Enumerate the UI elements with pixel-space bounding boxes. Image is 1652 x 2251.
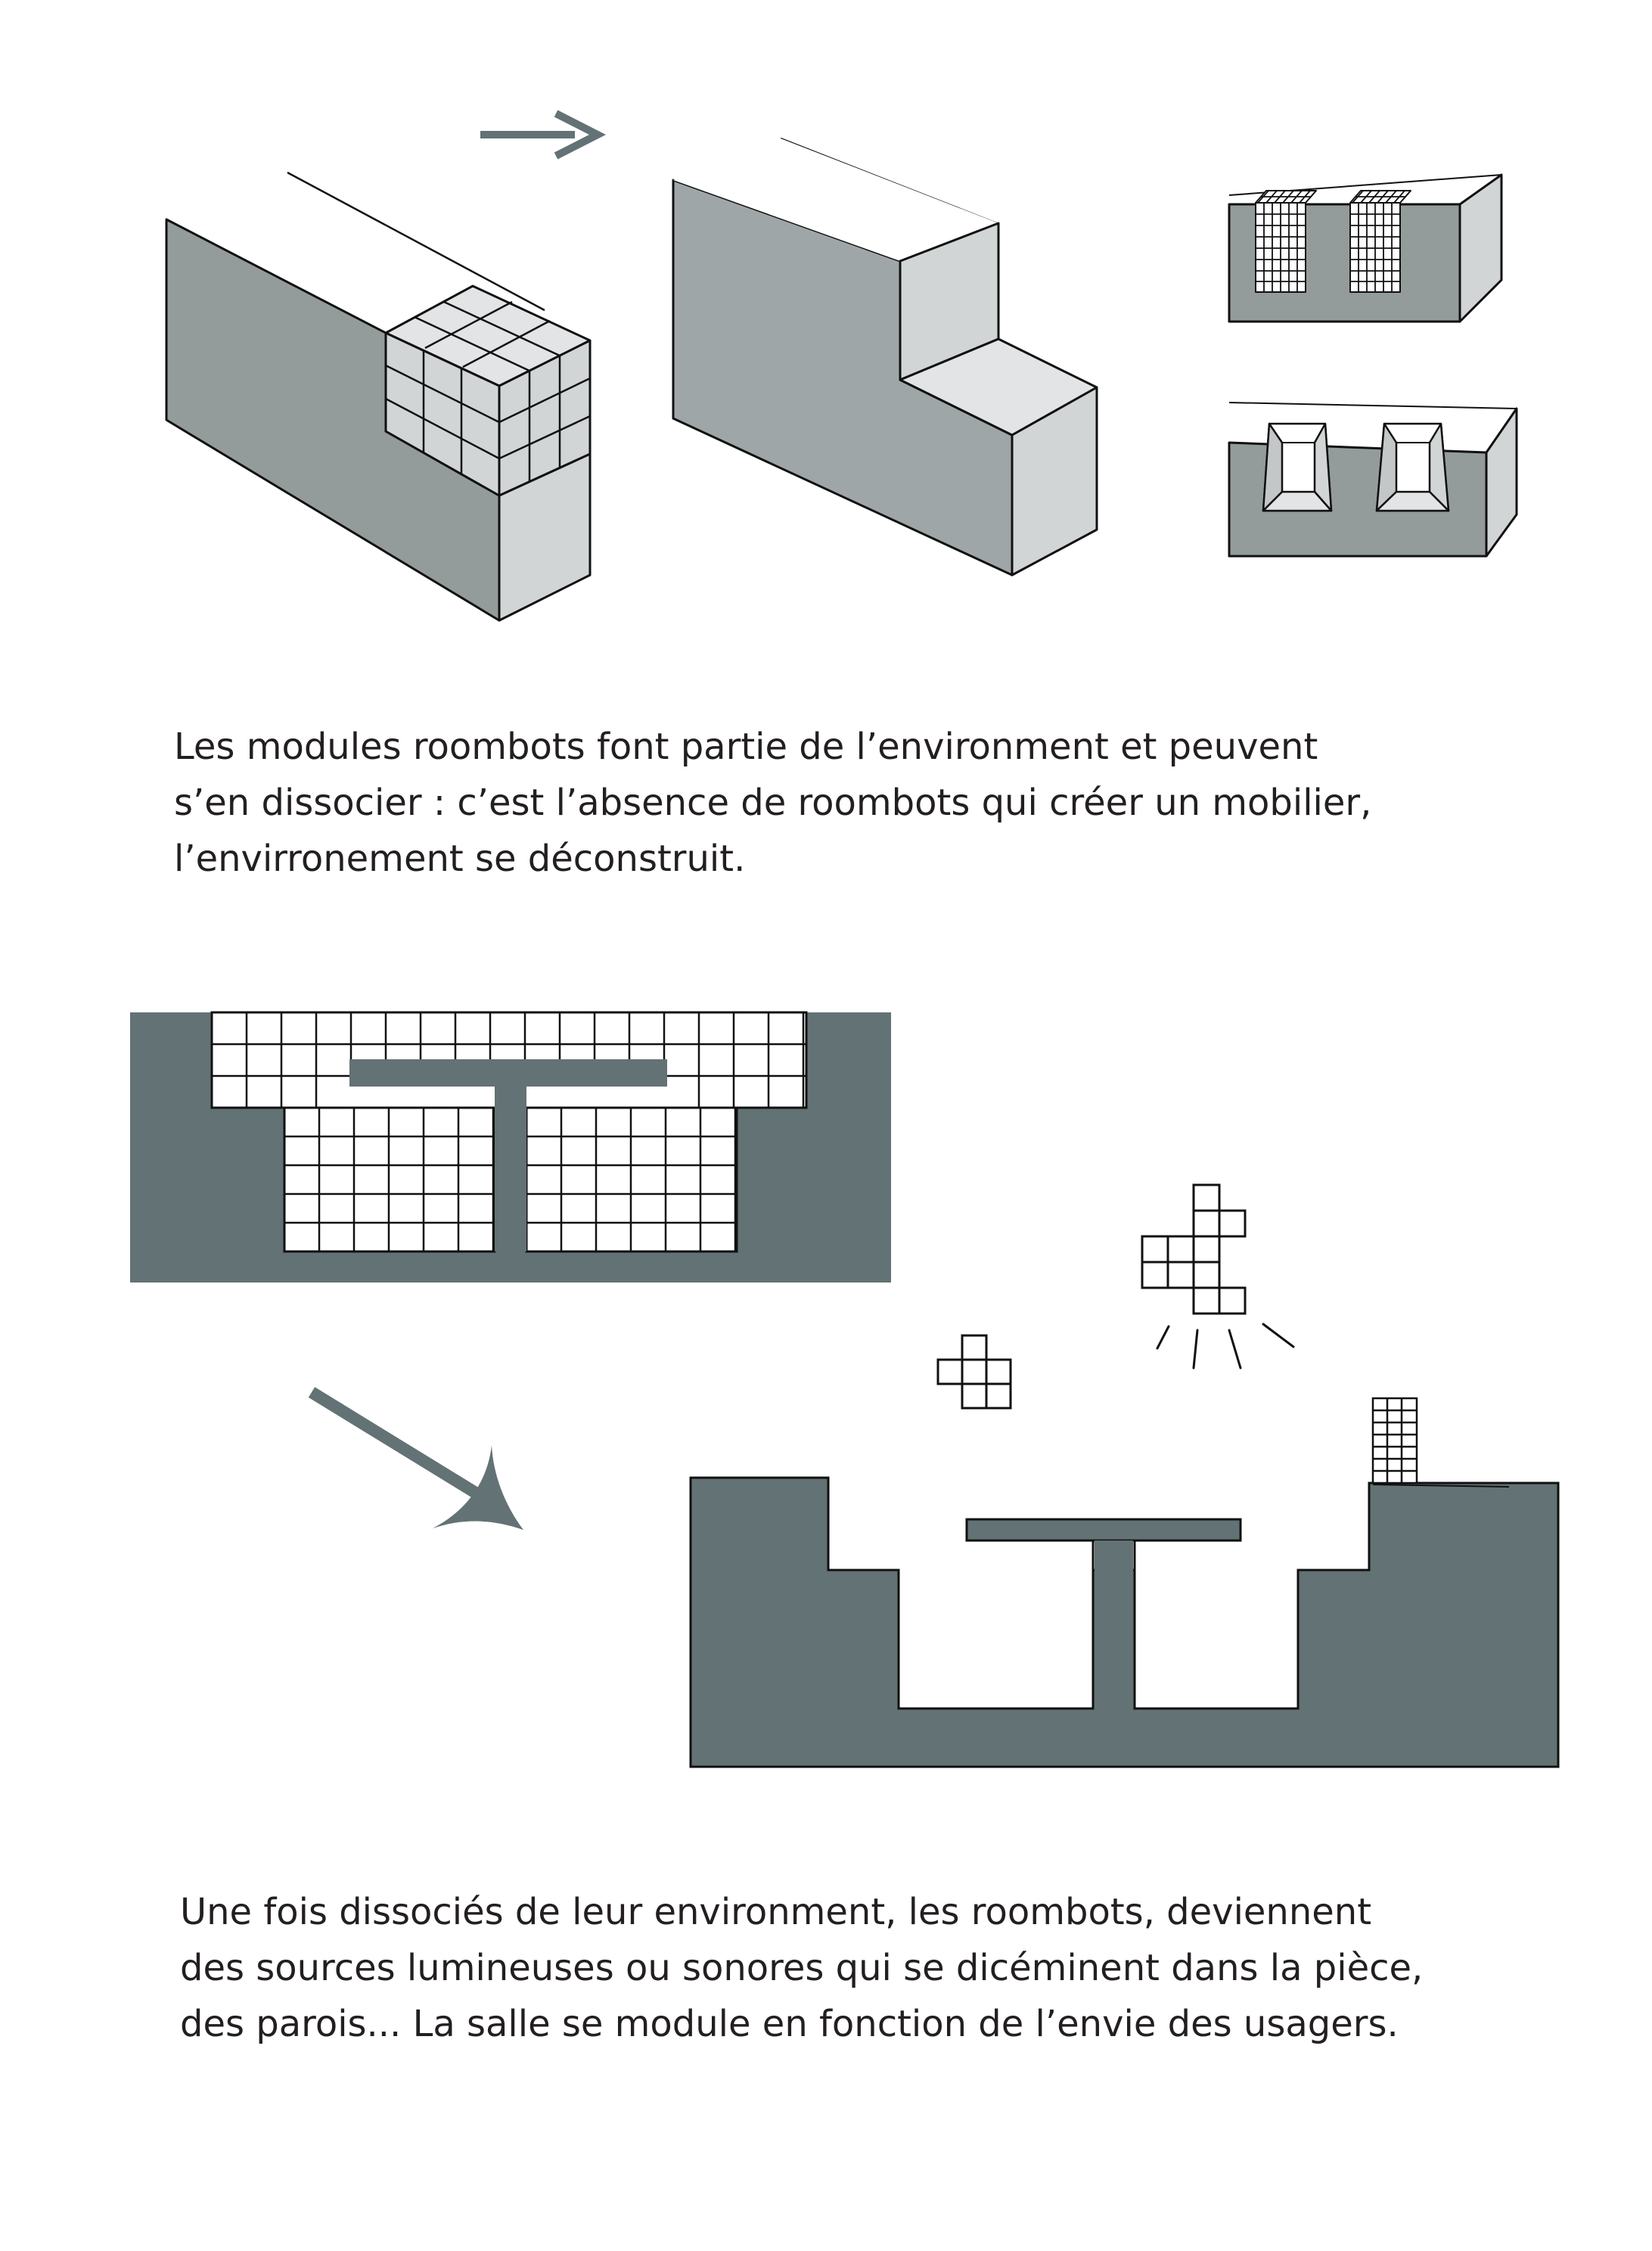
arrow-down-right-icon bbox=[312, 1392, 523, 1530]
light-rays-icon bbox=[1157, 1324, 1293, 1368]
plan-filled-with-modules bbox=[130, 1012, 891, 1283]
caption-bottom-line-3: des parois... La salle se module en fonction de l’envie des usagers. bbox=[180, 2003, 1399, 2045]
caption-top-line-1: Les modules roombots font partie de l’environment et peuvent bbox=[174, 726, 1318, 768]
caption-bottom-line-1: Une fois dissociés de leur environment, les roombots, deviennent bbox=[180, 1891, 1372, 1933]
arrow-right-icon bbox=[480, 113, 598, 156]
block-with-recesses bbox=[1229, 403, 1517, 556]
stepped-wall bbox=[673, 138, 1097, 575]
floating-modules-light-source bbox=[1142, 1185, 1245, 1314]
block-with-grid-modules bbox=[1229, 175, 1501, 322]
caption-top-line-3: l’envirronement se déconstruit. bbox=[174, 838, 746, 880]
caption-top-line-2: s’en dissocier : c’est l’absence de roombots qui créer un mobilier, bbox=[174, 782, 1372, 824]
caption-bottom-line-2: des sources lumineuses ou sonores qui se dicéminent dans la pièce, bbox=[180, 1947, 1424, 1989]
plan-deconstructed bbox=[691, 1398, 1558, 1767]
wall-with-modules bbox=[166, 173, 590, 620]
caption-bottom bbox=[180, 1884, 1423, 2052]
caption-top bbox=[174, 719, 1371, 887]
floating-modules-small bbox=[938, 1335, 1011, 1408]
stacked-modules bbox=[1373, 1398, 1509, 1487]
